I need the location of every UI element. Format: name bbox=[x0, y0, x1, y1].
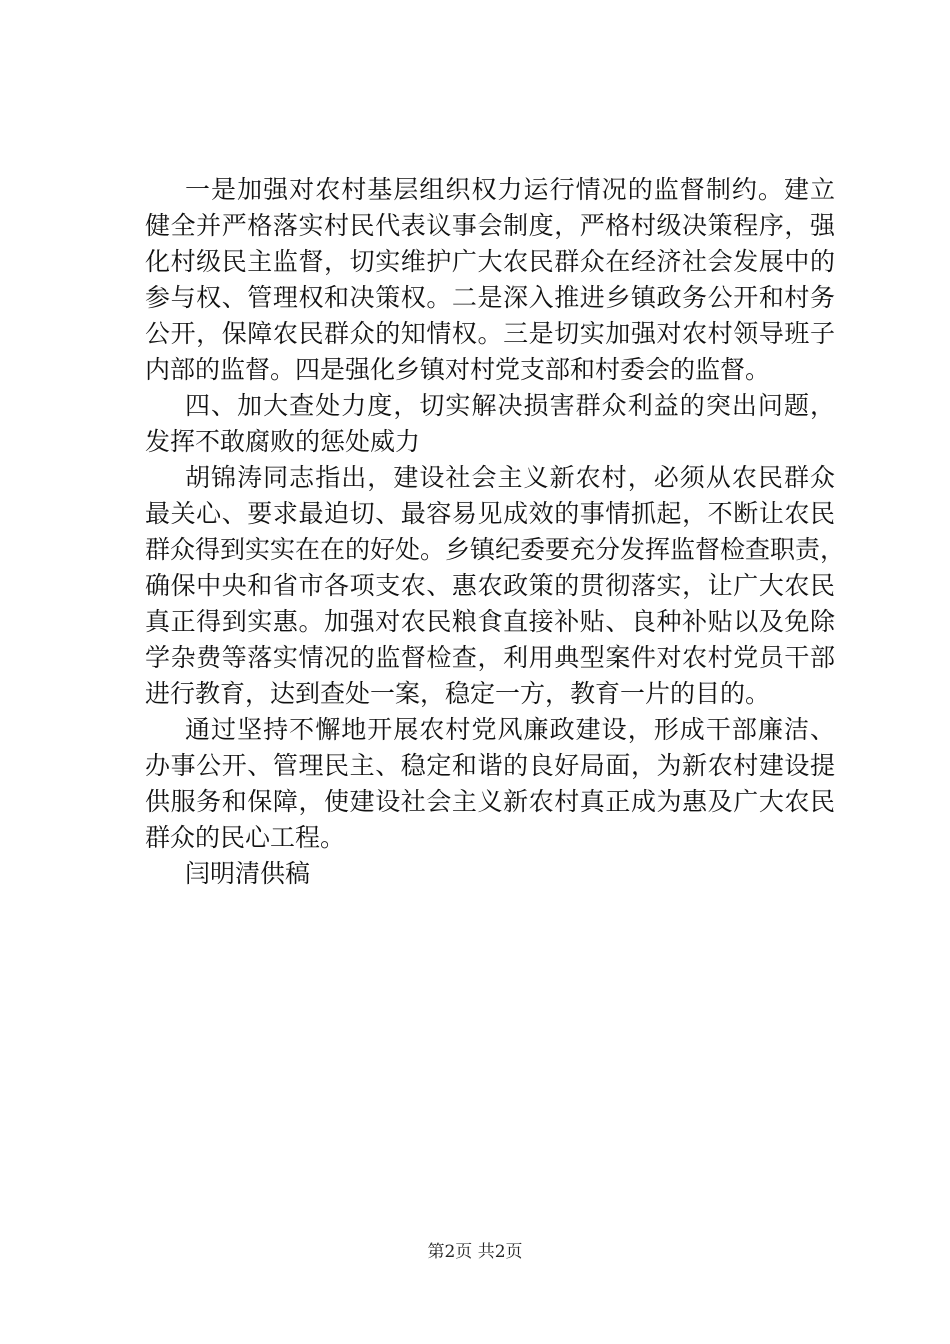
text-line: 最关心、要求最迫切、最容易见成效的事情抓起，不断让农民 bbox=[145, 499, 835, 528]
author-credit bbox=[145, 856, 835, 892]
text-line: 进行教育，达到查处一案，稳定一方，教育一片的目的。 bbox=[145, 679, 771, 708]
paragraph-supervision bbox=[145, 172, 835, 388]
section-heading-four bbox=[145, 388, 835, 460]
text-line: 发挥不敢腐败的惩处威力 bbox=[145, 427, 421, 456]
author-line: 闫明清供稿 bbox=[185, 859, 311, 888]
text-line: 办事公开、管理民主、稳定和谐的良好局面，为新农村建设提 bbox=[145, 751, 835, 780]
text-line: 化村级民主监督，切实维护广大农民群众在经济社会发展中的 bbox=[145, 247, 835, 276]
paragraph-hu-jintao-quote bbox=[145, 460, 846, 712]
text-line: 群众的民心工程。 bbox=[145, 823, 346, 852]
text-line: 一是加强对农村基层组织权力运行情况的监督制约。建立 bbox=[185, 175, 835, 204]
text-line: 胡锦涛同志指出，建设社会主义新农村，必须从农民群众 bbox=[185, 463, 835, 492]
text-line: 四、加大查处力度，切实解决损害群众利益的突出问题， bbox=[185, 391, 835, 420]
paragraph-conclusion bbox=[145, 712, 835, 856]
text-line: 群众得到实实在在的好处。乡镇纪委要充分发挥监督检查职责， bbox=[145, 535, 846, 564]
text-line: 内部的监督。四是强化乡镇对村党支部和村委会的监督。 bbox=[145, 355, 771, 384]
text-line: 通过坚持不懈地开展农村党风廉政建设，形成干部廉洁、 bbox=[185, 715, 835, 744]
text-line: 参与权、管理权和决策权。二是深入推进乡镇政务公开和村务 bbox=[145, 283, 835, 312]
document-body bbox=[145, 172, 846, 892]
text-line: 学杂费等落实情况的监督检查，利用典型案件对农村党员干部 bbox=[145, 643, 835, 672]
text-line: 健全并严格落实村民代表议事会制度，严格村级决策程序，强 bbox=[145, 211, 835, 240]
text-line: 真正得到实惠。加强对农民粮食直接补贴、良种补贴以及免除 bbox=[145, 607, 835, 636]
text-line: 公开，保障农民群众的知情权。三是切实加强对农村领导班子 bbox=[145, 319, 835, 348]
text-line: 确保中央和省市各项支农、惠农政策的贯彻落实，让广大农民 bbox=[145, 571, 835, 600]
page-number-footer: 第2页 共2页 bbox=[427, 1242, 523, 1262]
text-line: 供服务和保障，使建设社会主义新农村真正成为惠及广大农民 bbox=[145, 787, 835, 816]
